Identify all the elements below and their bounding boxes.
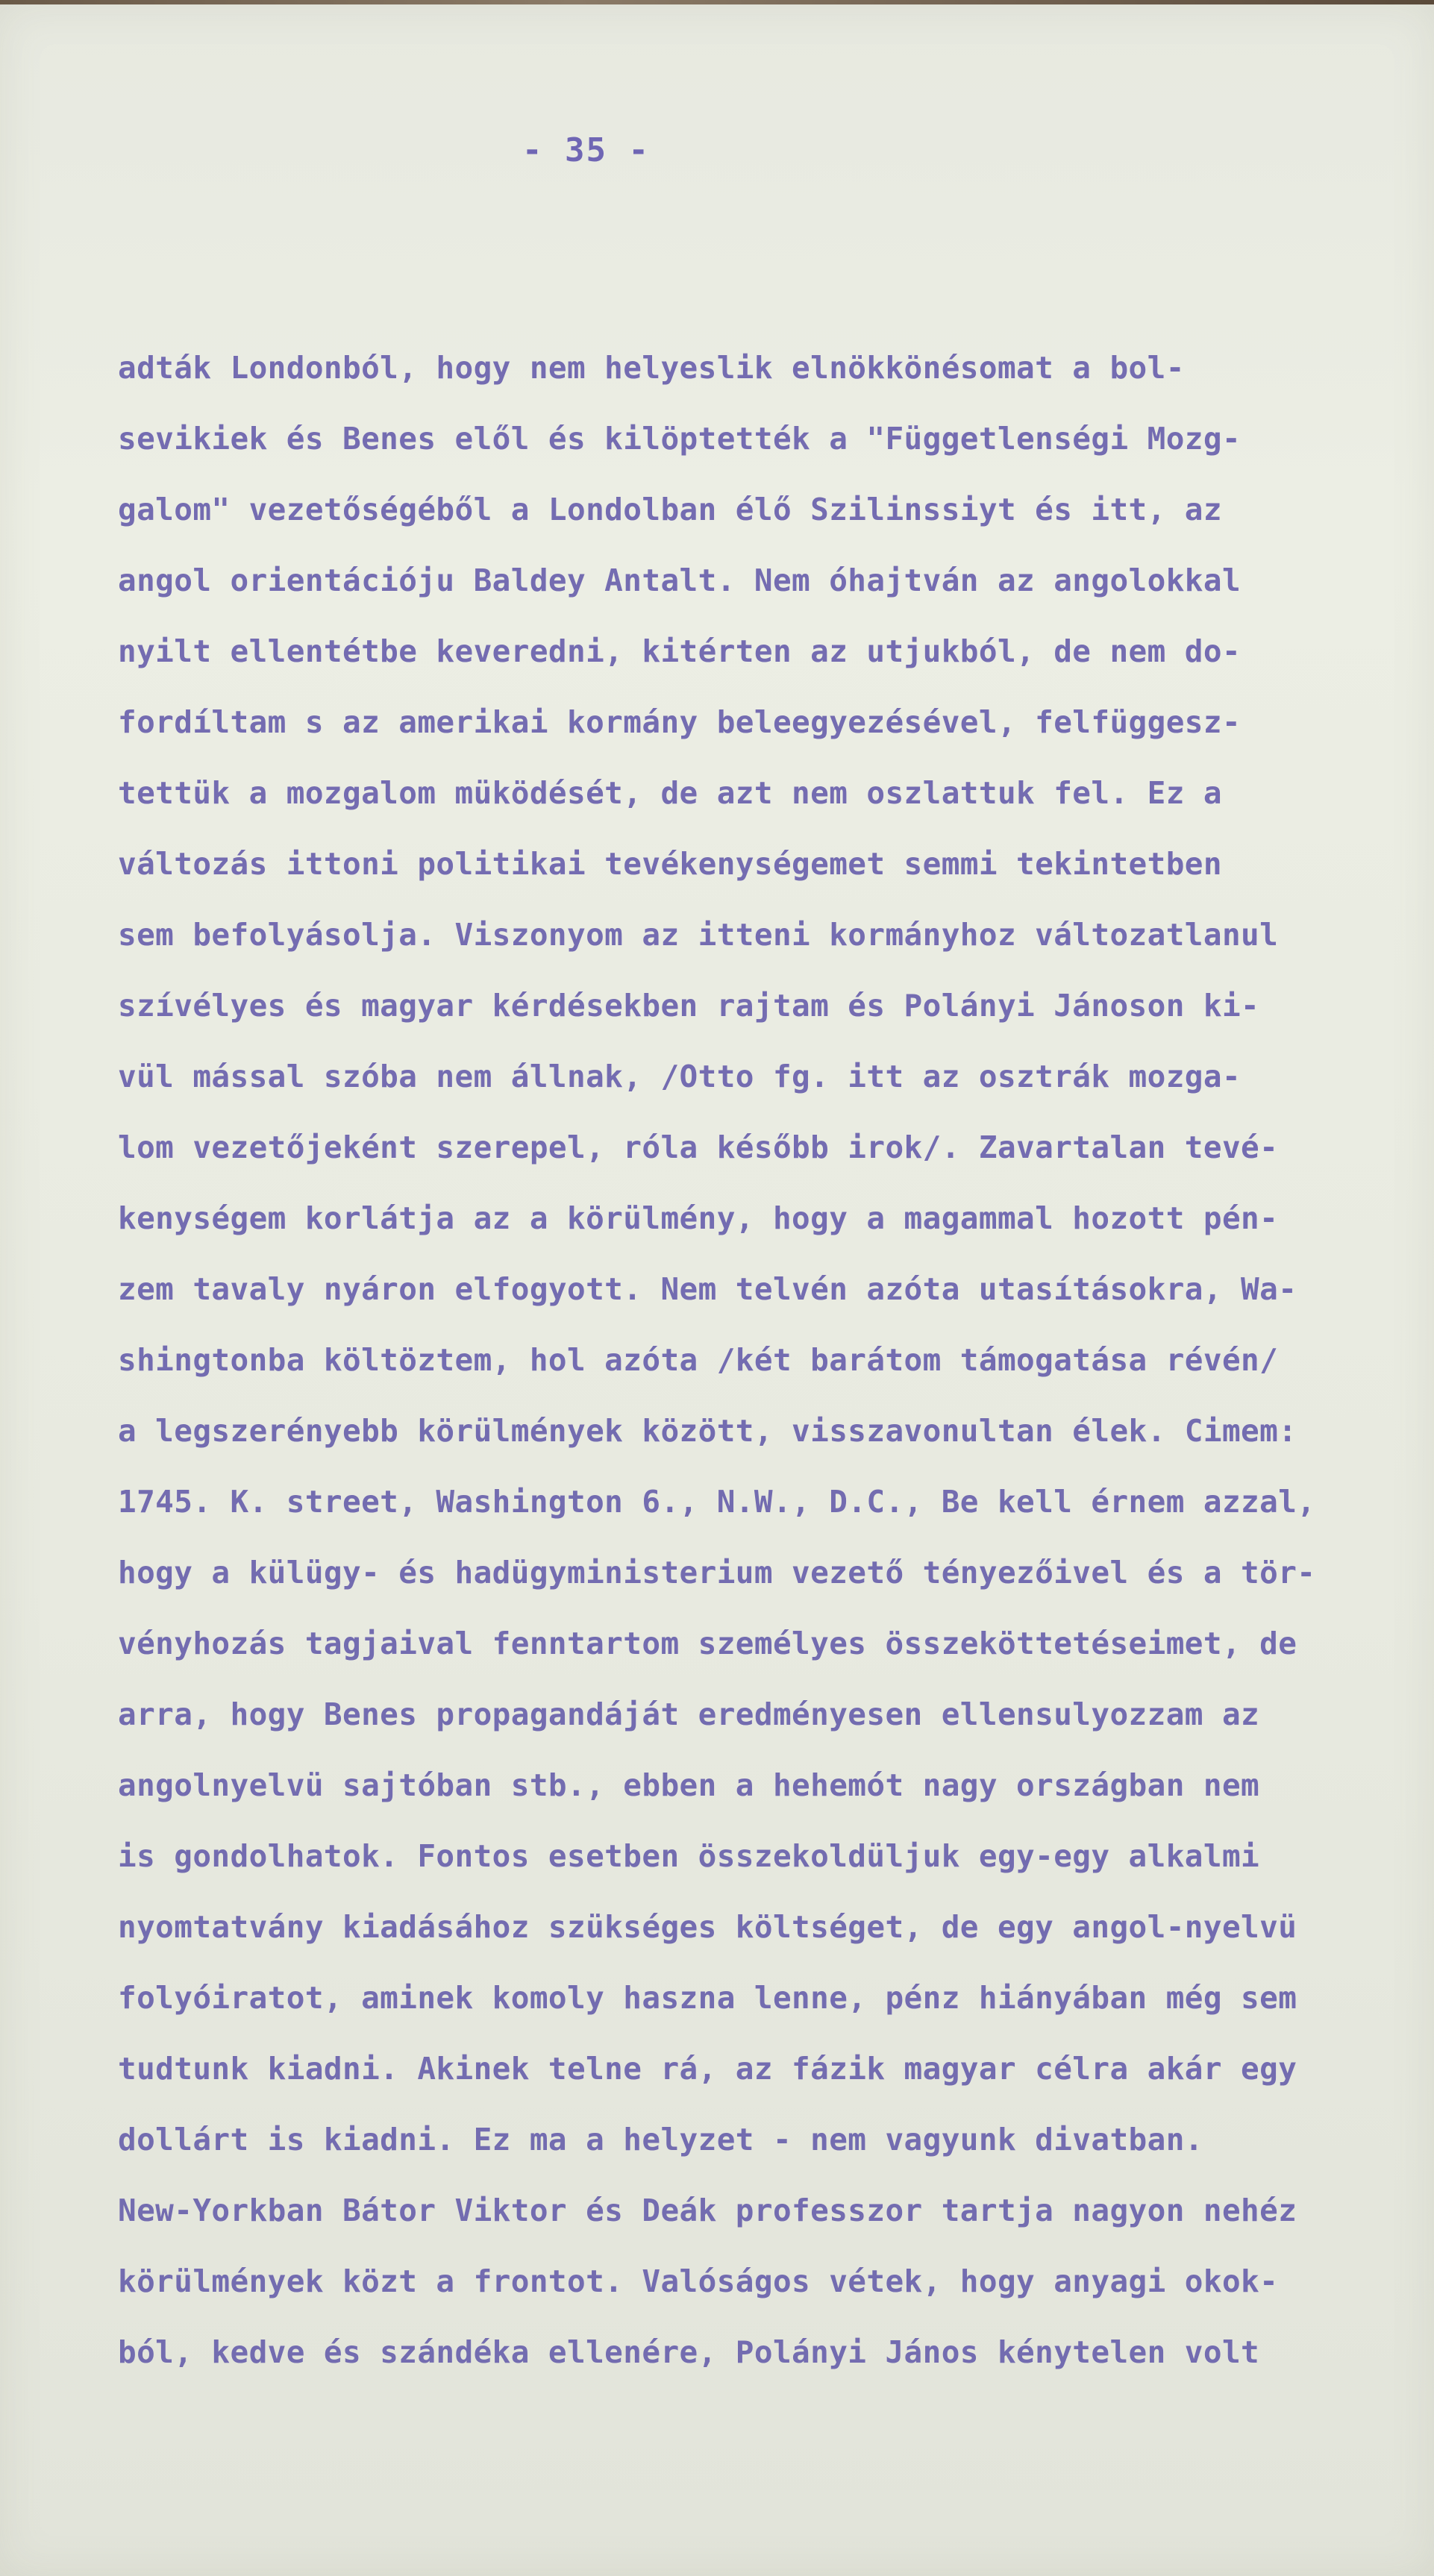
text-line: zem tavaly nyáron elfogyott. Nem telvén azóta utasításokra, Wa- (118, 1271, 1297, 1307)
page-number: - 35 - (522, 131, 650, 169)
text-line: sem befolyásolja. Viszonyom az itteni kormányhoz változatlanul (118, 917, 1279, 953)
text-line: angol orientációju Baldey Antalt. Nem óhajtván az angolokkal (118, 562, 1242, 598)
text-line: kenységem korlátja az a körülmény, hogy a magammal hozott pén- (118, 1200, 1279, 1236)
text-line: galom" vezetőségéből a Londolban élő Szilinssiyt és itt, az (118, 492, 1222, 527)
text-line: New-Yorkban Bátor Viktor és Deák professzor tartja nagyon nehéz (118, 2193, 1297, 2228)
text-line: arra, hogy Benes propagandáját eredményesen ellensulyozzam az (118, 1696, 1260, 1732)
text-line: hogy a külügy- és hadügyministerium vezető tényezőivel és a tör- (118, 1555, 1316, 1591)
text-line: tettük a mozgalom müködését, de azt nem oszlattuk fel. Ez a (118, 775, 1222, 811)
text-line: ból, kedve és szándéka ellenére, Polányi János kénytelen volt (118, 2334, 1260, 2370)
text-line: 1745. K. street, Washington 6., N.W., D.C., Be kell érnem azzal, (118, 1484, 1316, 1520)
text-line: adták Londonból, hogy nem helyeslik elnökkönésomat a bol- (118, 350, 1185, 386)
text-line: változás ittoni politikai tevékenységemet semmi tekintetben (118, 846, 1222, 882)
body-text (118, 333, 1401, 2388)
text-line: nyomtatvány kiadásához szükséges költséget, de egy angol-nyelvü (118, 1909, 1297, 1945)
text-line: folyóiratot, aminek komoly haszna lenne, pénz hiányában még sem (118, 1980, 1297, 2016)
text-line: fordíltam s az amerikai kormány beleegyezésével, felfüggesz- (118, 704, 1242, 740)
text-line: szívélyes és magyar kérdésekben rajtam és Polányi Jánoson ki- (118, 988, 1260, 1024)
text-line: a legszerényebb körülmények között, visszavonultan élek. Cimem: (118, 1413, 1297, 1449)
text-line: sevikiek és Benes elől és kilöptették a "Függetlenségi Mozg- (118, 421, 1242, 457)
text-line: lom vezetőjeként szerepel, róla később irok/. Zavartalan tevé- (118, 1129, 1279, 1165)
text-line: is gondolhatok. Fontos esetben összekoldüljuk egy-egy alkalmi (118, 1838, 1260, 1874)
text-line: angolnyelvü sajtóban stb., ebben a hehemót nagy országban nem (118, 1767, 1260, 1803)
text-line: körülmények közt a frontot. Valóságos vétek, hogy anyagi okok- (118, 2263, 1279, 2299)
typewritten-page (0, 4, 1434, 2576)
text-line: vényhozás tagjaival fenntartom személyes összeköttetéseimet, de (118, 1626, 1297, 1661)
text-line: vül mással szóba nem állnak, /Otto fg. itt az osztrák mozga- (118, 1059, 1242, 1094)
text-line: nyilt ellentétbe keveredni, kitérten az utjukból, de nem do- (118, 633, 1242, 669)
text-line: tudtunk kiadni. Akinek telne rá, az fázik magyar célra akár egy (118, 2051, 1297, 2087)
text-line: shingtonba költöztem, hol azóta /két barátom támogatása révén/ (118, 1342, 1279, 1378)
text-line: dollárt is kiadni. Ez ma a helyzet - nem vagyunk divatban. (118, 2122, 1203, 2157)
